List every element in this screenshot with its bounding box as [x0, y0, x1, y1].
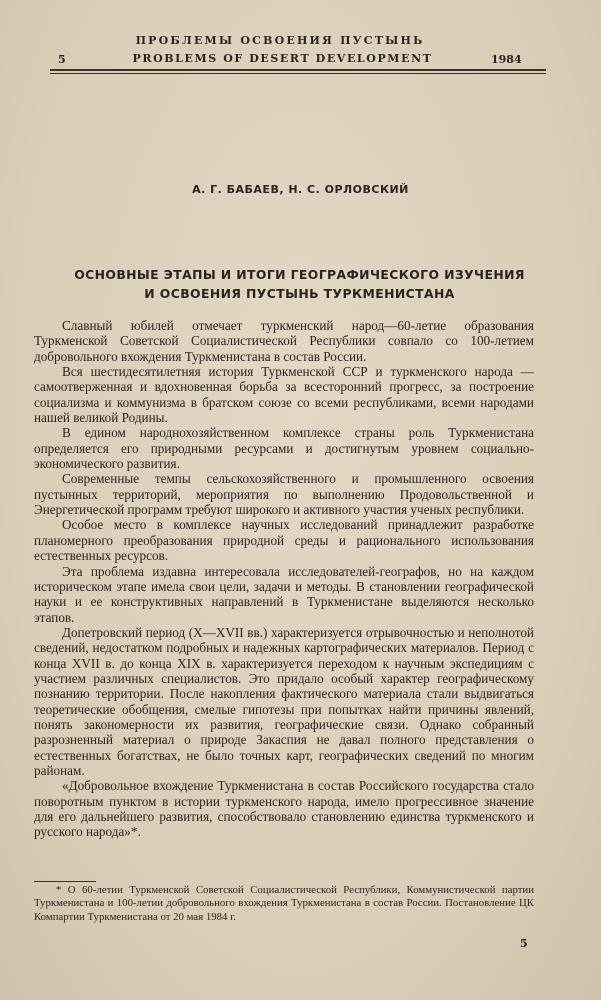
journal-title-ru: ПРОБЛЕМЫ ОСВОЕНИЯ ПУСТЫНЬ — [135, 34, 425, 47]
article-body — [34, 318, 534, 840]
paragraph-1: Славный юбилей отмечает туркменский народ—60-летие образования Туркменской Советской Социалистической Республики совпало со 100-летием добровольного вхождения Туркменистана в состав России. — [34, 318, 534, 364]
issue-number: 5 — [58, 53, 66, 66]
article-title — [22, 265, 577, 303]
paragraph-6: Эта проблема издавна интересовала исследователей-географов, но на каждом историческом этапе имела свои цели, задачи и методы. В становлении географической науки и ее конструктивных направлений в Туркменистане выделяются несколько этапов. — [34, 563, 534, 625]
issue-year: 1984 — [491, 53, 522, 66]
page-number: 5 — [520, 937, 528, 950]
article-title-line-2: И ОСВОЕНИЯ ПУСТЫНЬ ТУРКМЕНИСТАНА — [144, 286, 455, 301]
paragraph-8-quote: «Добровольное вхождение Туркменистана в состав Российского государства стало поворотным пунктом в истории туркменского народа, имело прогрессивное значение для его дальнейшего развития, способствовало становлению единства туркменского и русского народа»*. — [34, 778, 534, 840]
footnote: * О 60-летии Туркменской Советской Социалистической Республики, Коммунистической партии Туркменистана и 100-летии добровольного вхождения Туркменистана в состав России. Постановление ЦК Компартии Туркменистана от 20 мая 1984 г. — [34, 884, 534, 923]
article-title-line-1: ОСНОВНЫЕ ЭТАПЫ И ИТОГИ ГЕОГРАФИЧЕСКОГО ИЗУЧЕНИЯ — [74, 267, 525, 282]
paragraph-5: Особое место в комплексе научных исследований принадлежит разработке планомерного преобразования природной среды и рационального использования естественных ресурсов. — [34, 517, 534, 564]
footnote-rule — [34, 881, 96, 882]
paragraph-3: В едином народнохозяйственном комплексе страны роль Туркменистана определяется его природными ресурсами и достигнутым уровнем социально-экономического развития. — [34, 425, 534, 472]
journal-title-en: PROBLEMS OF DESERT DEVELOPMENT — [132, 52, 433, 65]
paragraph-4: Современные темпы сельскохозяйственного и промышленного освоения пустынных территорий, мероприятия по выполнению Продовольственной и Энергетической программ требуют широкого и активного участия ученых республики. — [34, 471, 534, 518]
paragraph-7: Допетровский период (X—XVII вв.) характеризуется отрывочностью и неполнотой сведений, недостатком подробных и надежных картографических материалов. Период с конца XVII в. до конца XIX в. характеризуется переходом к научным экспедициям с участием различных специалистов. Это придало особый характер географическому познанию территории. После накопления фактического материала стали выдвигаться теоретические обобщения, смелые гипотезы при попытках найти причины явлений, понять закономерности их развития, географические связи. Однако собранный разрозненный материал о природе Закаспия не давал полного представления о естественных богатствах, не было точных карт, географических сведений по многим районам. — [34, 624, 534, 778]
article-authors: А. Г. БАБАЕВ, Н. С. ОРЛОВСКИЙ — [192, 183, 409, 196]
header-rule-thin — [50, 73, 546, 74]
header-rule-thick — [50, 69, 546, 71]
paragraph-2: Вся шестидесятилетняя история Туркменской ССР и туркменского народа — самоотверженная и вдохновенная борьба за всесторонний прогресс, за построение социализма и коммунизма в братском союзе со всеми республиками, всеми народами нашей великой Родины. — [34, 364, 534, 426]
